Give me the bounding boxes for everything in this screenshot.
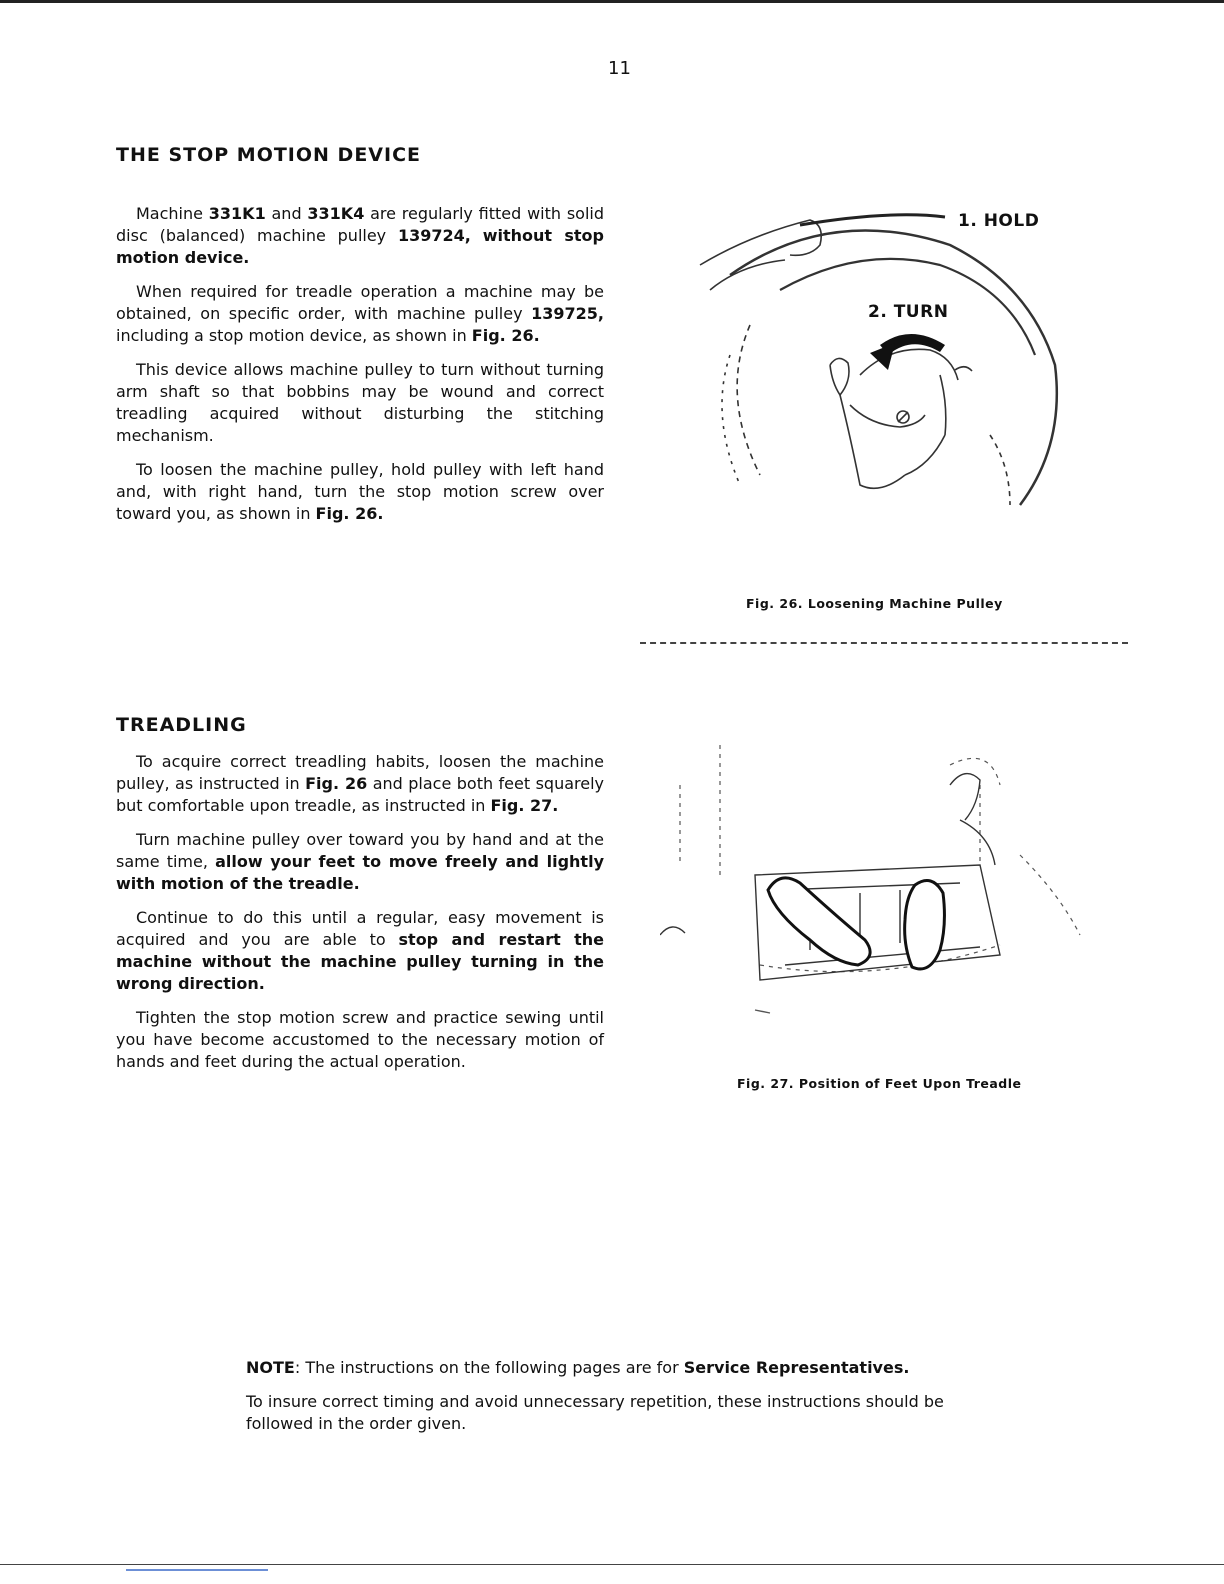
stop-motion-paragraph-3: This device allows machine pulley to turn without turning arm shaft so that bobbins may be wound and correct treadling acquired without disturbing the stitching mechanism. bbox=[116, 360, 604, 445]
treadling-paragraph-1: To acquire correct treadling habits, loosen the machine pulley, as instructed in Fig. 26 and place both feet squarely but comfortable upon treadle, as instructed in Fig. 27. bbox=[116, 752, 605, 815]
fig26-pulley-illustration bbox=[690, 195, 1090, 555]
fig26-turn-label: 2. TURN bbox=[868, 302, 949, 322]
fig27-caption: Fig. 27. Position of Feet Upon Treadle bbox=[737, 1076, 1022, 1091]
stop-motion-paragraph-4: To loosen the machine pulley, hold pulley with left hand and, with right hand, turn the stop motion screw over toward you, as shown in Fig. 26. bbox=[116, 460, 604, 523]
fig26-caption: Fig. 26. Loosening Machine Pulley bbox=[746, 596, 1003, 611]
service-note-line-2: To insure correct timing and avoid unnecessary repetition, these instructions should be followed in the order given. bbox=[246, 1392, 944, 1433]
stop-motion-paragraph-1: Machine 331K1 and 331K4 are regularly fitted with solid disc (balanced) machine pulley 139724, without stop motion device. bbox=[116, 204, 604, 267]
treadling-paragraph-2: Turn machine pulley over toward you by hand and at the same time, allow your feet to move freely and lightly with motion of the treadle. bbox=[116, 830, 604, 893]
top-rule bbox=[0, 0, 1224, 3]
treadling-heading: TREADLING bbox=[116, 714, 247, 736]
stop-motion-heading: THE STOP MOTION DEVICE bbox=[116, 144, 421, 166]
fig27-treadle-illustration bbox=[660, 725, 1110, 1035]
page-number: 11 bbox=[608, 58, 631, 79]
stop-motion-paragraph-2: When required for treadle operation a machine may be obtained, on specific order, with machine pulley 139725, including a stop motion device, as shown in Fig. 26. bbox=[116, 282, 604, 345]
bottom-rule bbox=[0, 1564, 1224, 1565]
fig26-hold-label: 1. HOLD bbox=[958, 211, 1040, 231]
bottom-link-mark bbox=[126, 1569, 268, 1571]
treadling-paragraph-3: Continue to do this until a regular, easy movement is acquired and you are able to stop and restart the machine without the machine pulley turning in the wrong direction. bbox=[116, 908, 604, 993]
service-note-line-1: NOTE: The instructions on the following pages are for Service Representatives. bbox=[246, 1358, 910, 1377]
treadling-body bbox=[116, 751, 604, 1085]
stop-motion-body bbox=[116, 203, 604, 537]
treadling-paragraph-4: Tighten the stop motion screw and practice sewing until you have become accustomed to the necessary motion of hands and feet during the actual operation. bbox=[116, 1008, 604, 1071]
service-note bbox=[246, 1357, 1006, 1447]
section-divider bbox=[640, 642, 1128, 644]
